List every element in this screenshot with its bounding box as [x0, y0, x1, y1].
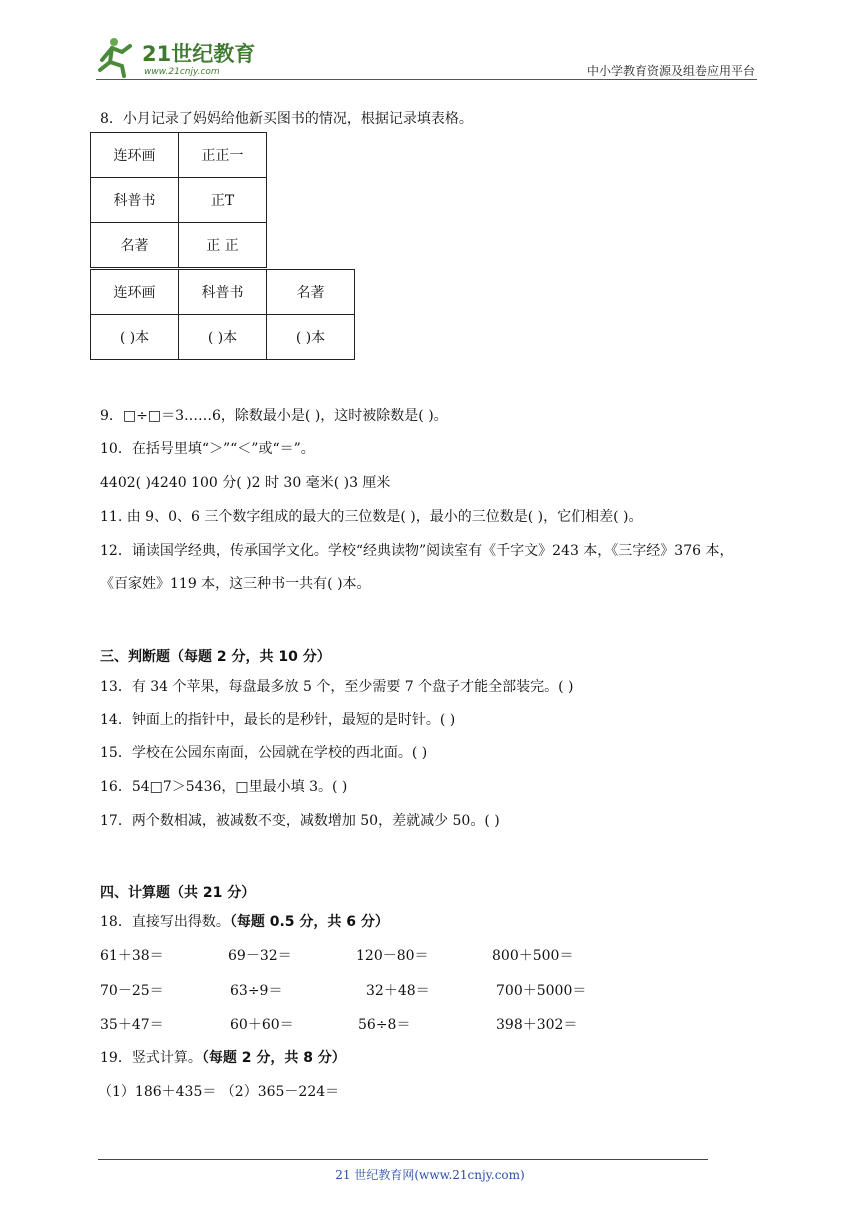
q17-text: 17．两个数相减，被减数不变，减数增加 50，差就减少 50。( ) — [100, 813, 500, 829]
q16-text: 16．54□7＞5436，□里最小填 3。( ) — [100, 779, 348, 795]
header-cell: 连环画 — [91, 270, 179, 315]
q19-points: （每题 2 分，共 8 分） — [201, 1050, 346, 1066]
tally-label: 科普书 — [91, 178, 179, 223]
q10-items: 4402( )4240 100 分( )2 时 30 毫米( )3 厘米 — [100, 475, 391, 491]
q18-points: （每题 0.5 分，共 6 分） — [229, 914, 389, 930]
calc-item: 800＋500＝ — [492, 948, 574, 964]
platform-name: 中小学教育资源及组卷应用平台 — [586, 64, 755, 78]
q11-text: 11. 由 9、0、6 三个数字组成的最大的三位数是( )，最小的三位数是( )，它们相差( )。 — [100, 509, 643, 525]
logo-text: 21世纪教育 — [142, 42, 256, 66]
q19-text: 19．竖式计算。 — [100, 1050, 202, 1066]
logo-21cnjy — [96, 34, 266, 80]
q10-text: 10．在括号里填“＞”“＜”或“＝”。 — [100, 441, 315, 457]
q12-line1: 12．诵读国学经典，传承国学文化。学校“经典读物”阅读室有《千字文》243 本，《三字经》376 本， — [100, 543, 734, 559]
table-row — [91, 133, 267, 178]
q19-items: （1）186＋435＝ （2）365－224＝ — [98, 1084, 340, 1100]
answer-table — [90, 269, 355, 360]
answer-cell[interactable]: ( )本 — [179, 315, 267, 360]
section3-title: 三、判断题（每题 2 分，共 10 分） — [100, 649, 331, 665]
q18-heading — [100, 911, 389, 931]
calc-item: 61＋38＝ — [100, 948, 164, 964]
header-cell: 名著 — [267, 270, 355, 315]
q15-text: 15．学校在公园东南面，公园就在学校的西北面。( ) — [100, 745, 428, 761]
runner-icon — [100, 38, 130, 76]
table-row — [91, 270, 355, 315]
tally-marks: 正 正 — [179, 223, 267, 268]
logo-url: www.21cnjy.com — [144, 67, 220, 77]
calc-item: 32＋48＝ — [366, 983, 430, 999]
q8-text: 8．小月记录了妈妈给他新买图书的情况，根据记录填表格。 — [100, 111, 473, 127]
calc-item: 70－25＝ — [100, 983, 164, 999]
header-divider — [96, 79, 757, 80]
q18-text: 18．直接写出得数。 — [100, 914, 230, 930]
tally-table — [90, 132, 267, 268]
section4-title: 四、计算题（共 21 分） — [100, 885, 256, 901]
calc-item: 63÷9＝ — [230, 983, 283, 999]
calc-item: 35＋47＝ — [100, 1017, 164, 1033]
header-cell: 科普书 — [179, 270, 267, 315]
q19-heading — [100, 1047, 346, 1067]
table-row — [91, 178, 267, 223]
table-row — [91, 315, 355, 360]
calc-item: 398＋302＝ — [496, 1017, 578, 1033]
calc-item: 60＋60＝ — [230, 1017, 294, 1033]
tally-label: 名著 — [91, 223, 179, 268]
q13-text: 13．有 34 个苹果，每盘最多放 5 个，至少需要 7 个盘子才能全部装完。( ) — [100, 679, 574, 695]
table-row — [91, 223, 267, 268]
tally-marks: 正T — [179, 178, 267, 223]
tally-label: 连环画 — [91, 133, 179, 178]
calc-item: 69－32＝ — [228, 948, 292, 964]
calc-item: 56÷8＝ — [358, 1017, 411, 1033]
tally-marks: 正正一 — [179, 133, 267, 178]
q12-line2: 《百家姓》119 本，这三种书一共有( )本。 — [100, 576, 371, 592]
calc-item: 700＋5000＝ — [496, 983, 587, 999]
footer-link[interactable]: 21 世纪教育网(www.21cnjy.com) — [335, 1168, 525, 1182]
q14-text: 14．钟面上的指针中，最长的是秒针，最短的是时针。( ) — [100, 712, 456, 728]
answer-cell[interactable]: ( )本 — [91, 315, 179, 360]
q9-text: 9．□÷□＝3……6，除数最小是( )，这时被除数是( )。 — [100, 408, 448, 424]
calc-item: 120－80＝ — [356, 948, 429, 964]
footer-divider — [98, 1159, 708, 1160]
answer-cell[interactable]: ( )本 — [267, 315, 355, 360]
